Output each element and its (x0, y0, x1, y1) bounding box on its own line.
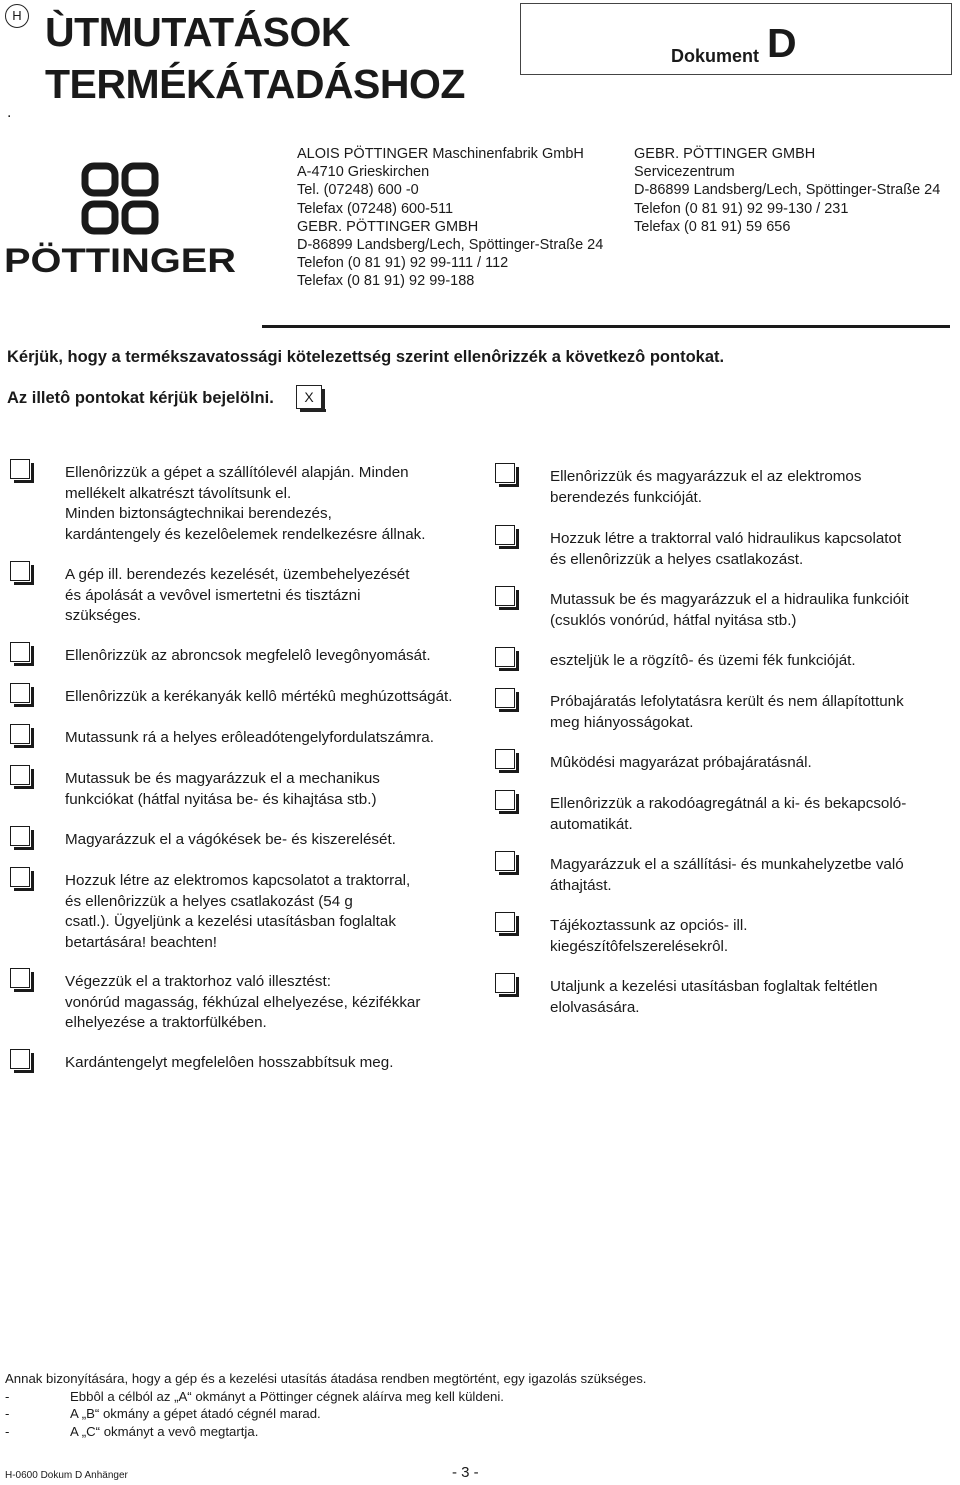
checklist-checkbox[interactable] (495, 525, 515, 545)
checklist-item-line: szükséges. (65, 607, 141, 624)
checklist-item (65, 972, 420, 1034)
checklist-item-line: Mûködési magyarázat próbajáratásnál. (550, 754, 812, 771)
checklist-item-line: Ellenôrizzük és magyarázzuk el az elektromos (550, 468, 862, 485)
checklist-item-line: és ellenôrizzük a helyes csatlakozást. (550, 550, 804, 568)
checklist-item (65, 565, 409, 627)
checklist-item-line: Magyarázzuk el a szállítási- és munkahelyzetbe való (550, 856, 904, 873)
checklist-item-line: funkciókat (hátfal nyitása be- és kihajtása stb.) (65, 790, 377, 808)
divider-rule (262, 325, 950, 328)
checklist-checkbox[interactable] (495, 851, 515, 871)
footer-statement: Annak bizonyítására, hogy a gép és a kezelési utasítás átadása rendben megtörtént, egy igazolás szükséges. (5, 1371, 647, 1386)
checklist-checkbox[interactable] (495, 973, 515, 993)
checklist-checkbox[interactable] (10, 642, 30, 662)
checklist-checkbox[interactable] (495, 586, 515, 606)
checklist-item (65, 1053, 393, 1074)
document-code: H-0600 Dokum D Anhänger (5, 1470, 128, 1481)
checklist-item-line: automatikát. (550, 815, 633, 833)
checklist-item-line: Ellenôrizzük a kerékanyák kellô mértékû meghúzottságát. (65, 688, 453, 705)
address-left-line: Telefax (0 81 91) 92 99-188 (297, 273, 475, 290)
address-right-line: Telefon (0 81 91) 92 99-130 / 231 (634, 200, 849, 217)
checklist-item (65, 687, 452, 708)
mark-instruction: Az illetô pontokat kérjük bejelölni. (7, 389, 274, 407)
checklist-item-line: és ápolását a vevôvel ismertetni és tisztázni (65, 586, 361, 604)
checklist-item-line: Minden biztonságtechnikai berendezés, (65, 505, 332, 522)
address-left-line: Telefon (0 81 91) 92 99-111 / 112 (297, 255, 509, 272)
checklist-checkbox[interactable] (495, 790, 515, 810)
checklist-item-line: A gép ill. berendezés kezelését, üzembehelyezését (65, 566, 410, 583)
checklist-item (550, 977, 878, 1018)
checklist-item-line: berendezés funkcióját. (550, 488, 702, 506)
checklist-item (550, 467, 861, 508)
checklist-checkbox[interactable] (495, 688, 515, 708)
checklist-item (65, 646, 431, 667)
marked-checkbox-example: X (296, 385, 322, 409)
address-left-line: Telefax (07248) 600-511 (297, 200, 454, 217)
checklist-item (550, 529, 901, 570)
footer-point-dash: - (5, 1388, 10, 1404)
address-left-line: GEBR. PÖTTINGER GMBH (297, 218, 479, 235)
checklist-item (550, 916, 748, 957)
footer-statement-block (5, 1370, 646, 1440)
address-left-line: Tel. (07248) 600 -0 (297, 182, 419, 199)
address-right-line: D-86899 Landsberg/Lech, Spöttinger-Straße 24 (634, 182, 941, 199)
checklist-item-line: eszteljük le a rögzítô- és üzemi fék funkcióját. (550, 652, 856, 669)
footer-point (5, 1388, 646, 1406)
checklist-item-line: Ellenôrizzük a gépet a szállítólevél alapján. Minden (65, 464, 409, 481)
footer-point (5, 1405, 646, 1423)
checklist-item-line: Hozzuk létre az elektromos kapcsolatot a traktorral, (65, 872, 411, 889)
document-box (520, 3, 952, 75)
address-right-line: Servicezentrum (634, 164, 735, 181)
checklist-checkbox[interactable] (495, 912, 515, 932)
checklist-item (65, 830, 396, 851)
pottinger-logo (4, 160, 236, 276)
checklist-item-line: kiegészítôfelszerelésekrôl. (550, 937, 729, 955)
checklist-item-line: vonórúd magasság, fékhúzal elhelyezése, kézifékkar (65, 993, 421, 1011)
logo-wordmark: PÖTTINGER (4, 242, 236, 276)
checklist-item-line: csatl.). Ügyeljünk a kezelési utasításban foglaltak (65, 913, 396, 930)
checklist-item-line: (csuklós vonórúd, hátfal nyitása stb.) (550, 611, 797, 629)
checklist-item-line: mellékelt alkatrészt távolítsunk el. (65, 484, 292, 502)
checklist-item-line: Ellenôrizzük az abroncsok megfelelô levegônyomását. (65, 647, 431, 664)
document-letter: D (767, 20, 797, 66)
checklist-checkbox[interactable] (10, 826, 30, 846)
address-block-right (634, 145, 940, 236)
checklist-checkbox[interactable] (10, 724, 30, 744)
checklist-item-line: elolvasására. (550, 998, 640, 1016)
checklist-item-line: áthajtást. (550, 876, 612, 894)
footer-point-dash: - (5, 1406, 10, 1422)
language-badge: H (5, 4, 29, 28)
checklist-item (65, 463, 426, 545)
checklist-item-line: betartására! beachten! (65, 933, 217, 951)
instruction-text: Kérjük, hogy a termékszavatossági kötelezettség szerint ellenôrizzék a következô pontokat. (7, 348, 725, 366)
address-left-line: ALOIS PÖTTINGER Maschinenfabrik GmbH (297, 146, 584, 162)
checklist-item-line: és ellenôrizzük a helyes csatlakozást (54 g (65, 892, 353, 910)
address-left-line: D-86899 Landsberg/Lech, Spöttinger-Straße 24 (297, 237, 604, 254)
logo-mark-icon (4, 160, 236, 276)
footer-point-text: A „C“ okmányt a vevô megtartja. (70, 1423, 259, 1439)
checklist-item-line: Ellenôrizzük a rakodóagregátnál a ki- és bekapcsoló- (550, 795, 907, 812)
checklist-item-line: Mutassunk rá a helyes erôleadótengelyfordulatszámra. (65, 729, 434, 746)
checklist-item-line: Hozzuk létre a traktorral való hidraulikus kapcsolatot (550, 530, 902, 547)
checklist-checkbox[interactable] (495, 463, 515, 483)
footer-point (5, 1423, 646, 1441)
checklist-item-line: meg hiányosságokat. (550, 713, 694, 731)
checklist-item (550, 794, 906, 835)
title-line-1: ÙTMUTATÁSOK (45, 9, 350, 55)
checklist-checkbox[interactable] (495, 647, 515, 667)
address-left-line: A-4710 Grieskirchen (297, 164, 430, 181)
checklist-item (550, 855, 904, 896)
page-title (45, 6, 465, 110)
left-mark: . (7, 104, 12, 121)
checklist-checkbox[interactable] (10, 561, 30, 581)
checklist-item (550, 590, 909, 631)
footer-point-text: Ebbôl a célból az „A“ okmányt a Pöttinger cégnek aláírva meg kell küldeni. (70, 1388, 504, 1404)
footer-point-dash: - (5, 1423, 10, 1439)
checklist-item-line: Tájékoztassunk az opciós- ill. (550, 917, 748, 934)
checklist-item-line: Utaljunk a kezelési utasításban foglaltak feltétlen (550, 978, 878, 995)
document-label: Dokument (671, 46, 760, 66)
checklist-item-line: Mutassuk be és magyarázzuk el a hidraulika funkcióit (550, 591, 909, 608)
checklist-checkbox[interactable] (10, 459, 30, 479)
checklist-item-line: Próbajáratás lefolytatásra került és nem állapítottunk (550, 693, 904, 710)
address-block-left (297, 145, 603, 291)
checklist-item (550, 753, 812, 774)
checklist-item-line: Kardántengelyt megfelelôen hosszabbítsuk meg. (65, 1054, 394, 1071)
checklist-checkbox[interactable] (10, 1049, 30, 1069)
checklist-checkbox[interactable] (495, 749, 515, 769)
checklist-item (65, 728, 434, 749)
checklist-item (65, 769, 380, 810)
checklist-item-line: kardántengely és kezelôelemek rendelkezésre állnak. (65, 525, 426, 543)
checklist-item-line: elhelyezése a traktorfülkében. (65, 1014, 267, 1031)
checklist-item-line: Végezzük el a traktorhoz való illesztést: (65, 973, 331, 990)
title-line-2: TERMÉKÁTADÁSHOZ (45, 61, 465, 107)
checklist-item (550, 692, 904, 733)
page-number: - 3 - (452, 1464, 479, 1481)
checklist-checkbox[interactable] (10, 765, 30, 785)
footer-point-text: A „B“ okmány a gépet átadó cégnél marad. (70, 1406, 321, 1422)
checklist-checkbox[interactable] (10, 683, 30, 703)
checklist-item (65, 871, 410, 953)
checklist-checkbox[interactable] (10, 867, 30, 887)
checklist-item-line: Mutassuk be és magyarázzuk el a mechanikus (65, 770, 380, 787)
checklist-checkbox[interactable] (10, 968, 30, 988)
address-right-line: GEBR. PÖTTINGER GMBH (634, 146, 816, 162)
checklist-item (550, 651, 856, 672)
checklist-item-line: Magyarázzuk el a vágókések be- és kiszerelését. (65, 831, 396, 848)
address-right-line: Telefax (0 81 91) 59 656 (634, 218, 791, 235)
